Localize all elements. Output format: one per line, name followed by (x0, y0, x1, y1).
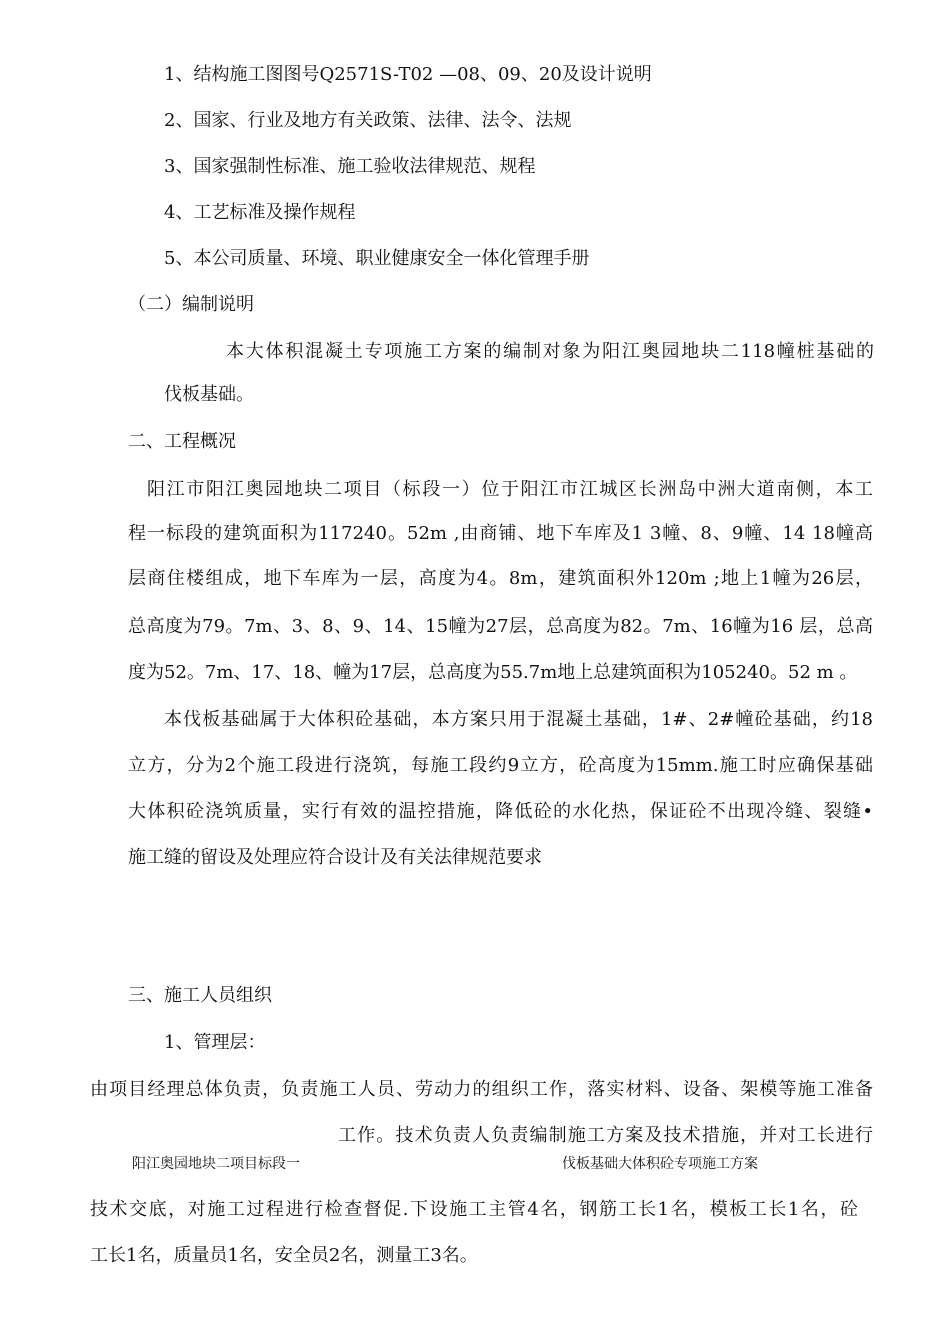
paragraph-line: 施工缝的留设及处理应符合设计及有关法律规范要求 (128, 847, 542, 868)
paragraph-line: 工长1名，质量员1名，安全员2名，测量工3名。 (90, 1245, 478, 1266)
paragraph-line: 度为52。7m、17、18、幢为17层，总高度为55.7m地上总建筑面积为105240。52 m 。 (128, 662, 858, 683)
paragraph-line: 层商住楼组成，地下车库为一层，高度为4。8m，建筑面积外120m ;地上1幢为26层， (128, 568, 873, 589)
paragraph-line: 本伐板基础属于大体积砼基础，本方案只用于混凝土基础，1#、2#幢砼基础，约18 (164, 709, 873, 730)
reference-item: 5、本公司质量、环境、职业健康安全一体化管理手册 (164, 248, 590, 269)
paragraph-line: 阳江市阳江奥园地块二项目（标段一）位于阳江市江城区长洲岛中洲大道南侧，本工 (147, 479, 873, 500)
paragraph-line: 工作。技术负责人负责编制施工方案及技术措施，并对工长进行 (338, 1125, 873, 1146)
footer-document-title: 伐板基础大体积砼专项施工方案 (562, 1156, 758, 1172)
paragraph-line: 程一标段的建筑面积为117240。52m ,由商铺、地下车库及1 3幢、8、9幢、14 18幢高 (128, 523, 873, 544)
reference-item: 2、国家、行业及地方有关政策、法律、法令、法规 (164, 110, 572, 131)
reference-item: 1、结构施工图图号Q2571S-T02 —08、09、20及设计说明 (164, 64, 652, 85)
paragraph-line: 技术交底，对施工过程进行检查督促.下设施工主管4名，钢筋工长1名，模板工长1名，砼 (90, 1199, 858, 1220)
paragraph-line: 本大体积混凝土专项施工方案的编制对象为阳江奥园地块二118幢桩基础的 (226, 341, 874, 362)
paragraph-line: 伐板基础。 (164, 384, 254, 405)
section-heading: 三、施工人员组织 (128, 985, 272, 1006)
paragraph-line: 大体积砼浇筑质量，实行有效的温控措施，降低砼的水化热，保证砼不出现冷缝、裂缝• (128, 801, 873, 822)
reference-item: 4、工艺标准及操作规程 (164, 202, 356, 223)
reference-item: 3、国家强制性标准、施工验收法律规范、规程 (164, 156, 536, 177)
footer-project-name: 阳江奥园地块二项目标段一 (132, 1156, 300, 1172)
paragraph-line: 总高度为79。7m、3、8、9、14、15幢为27层，总高度为82。7m、16幢为16 层，总高 (128, 616, 873, 637)
section-heading: 二、工程概况 (128, 431, 236, 452)
subsection-heading: 1、管理层： (164, 1032, 266, 1053)
paragraph-line: 立方，分为2个施工段进行浇筑，每施工段约9立方，砼高度为15mm.施工时应确保基础 (128, 755, 873, 776)
paragraph-line: 由项目经理总体负责，负责施工人员、劳动力的组织工作，落实材料、设备、架模等施工准备 (90, 1079, 873, 1100)
section-heading: （二）编制说明 (128, 294, 254, 315)
